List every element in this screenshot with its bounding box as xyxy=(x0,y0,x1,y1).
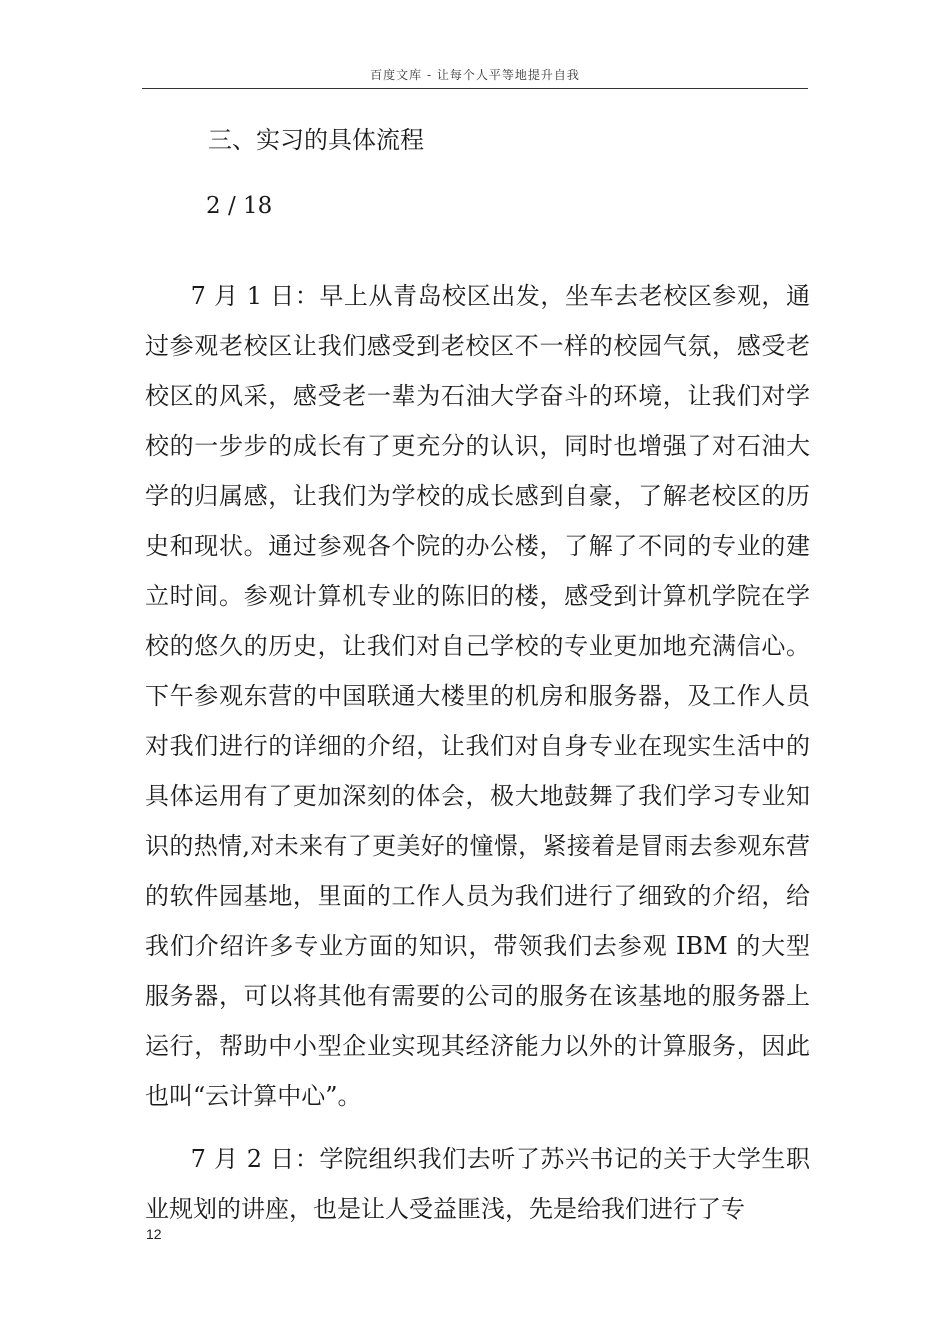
header-text: 百度文库 - 让每个人平等地提升自我 xyxy=(370,68,580,82)
page-header xyxy=(142,60,808,89)
section-heading: 三、实习的具体流程 xyxy=(208,126,424,154)
page-marker: 2 / 18 xyxy=(206,193,273,219)
paragraph-july-2: 7 月 2 日：学院组织我们去听了苏兴书记的关于大学生职业规划的讲座，也是让人受益匪浅，先是给我们进行了专 xyxy=(145,1145,810,1223)
page-number: 12 xyxy=(146,1226,162,1242)
paragraph-july-1: 7 月 1 日：早上从青岛校区出发，坐车去老校区参观，通过参观老校区让我们感受到老校区不一样的校园气氛，感受老校区的风采，感受老一辈为石油大学奋斗的环境，让我们对学校的一步步的成长有了更充分的认识，同时也增强了对石油大学的归属感，让我们为学校的成长感到自豪，了解老校区的历史和现状。通过参观各个院的办公楼，了解了不同的专业的建立时间。参观计算机专业的陈旧的楼，感受到计算机学院在学校的悠久的历史，让我们对自己学校的专业更加地充满信心。下午参观东营的中国联通大楼里的机房和服务器，及工作人员对我们进行的详细的介绍，让我们对自身专业在现实生活中的具体运用有了更加深刻的体会，极大地鼓舞了我们学习专业知识的热情,对未来有了更美好的憧憬，紧接着是冒雨去参观东营的软件园基地，里面的工作人员为我们进行了细致的介绍，给我们介绍许多专业方面的知识，带领我们去参观 IBM 的大型服务器，可以将其他有需要的公司的服务在该基地的服务器上运行，帮助中小型企业实现其经济能力以外的计算服务，因此也叫“云计算中心”。 xyxy=(145,282,810,1110)
